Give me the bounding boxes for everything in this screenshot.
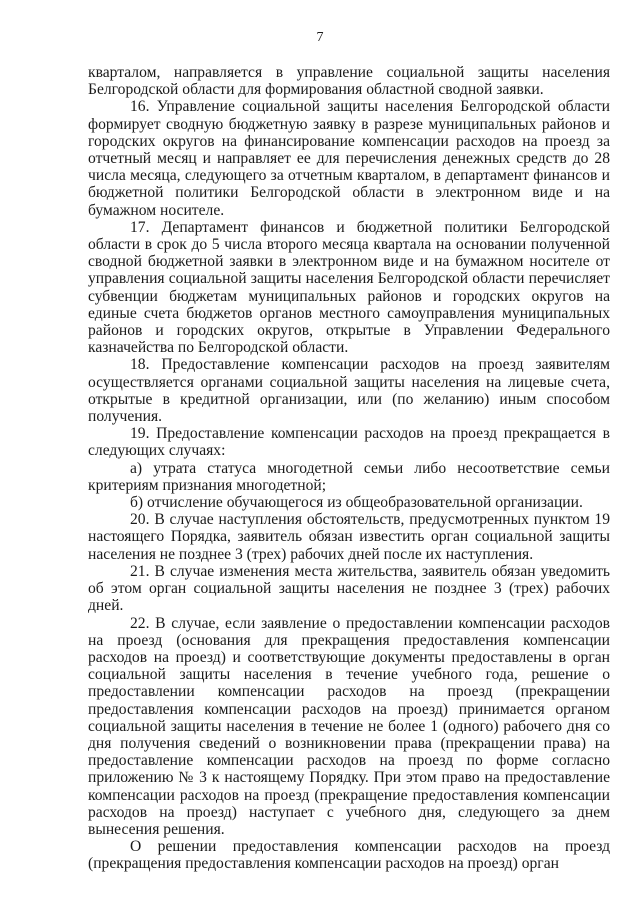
page-number: 7 — [316, 30, 324, 45]
paragraph-16: 16. Управление социальной защиты населения Белгородской области формирует сводную бюджетную заявку в разрезе муниципальных районов и городских округов на финансирование компенсации расходов на проезд за отчетный месяц и направляет ее для перечисления денежных средств до 28 числа месяца, следующего за отчетным кварталом, в департамент финансов и бюджетной политики Белгородской области в электронном виде и на бумажном носителе. — [88, 98, 610, 219]
paragraph-21: 21. В случае изменения места жительства, заявитель обязан уведомить об этом орган социальной защиты населения не позднее 3 (трех) рабочих дней. — [88, 562, 610, 615]
paragraph-continuation: кварталом, направляется в управление социальной защиты населения Белгородской области для формирования областной сводной заявки. — [88, 64, 610, 99]
paragraph-19: 19. Предоставление компенсации расходов на проезд прекращается в следующих случаях: — [88, 425, 610, 460]
document-body — [88, 64, 610, 873]
paragraph-17: 17. Департамент финансов и бюджетной политики Белгородской области в срок до 5 числа второго месяца квартала на основании полученной сводной бюджетной заявки в электронном виде и на бумажном носителе от управления социальной защиты населения Белгородской области перечисляет субвенции бюджетам муниципальных районов и городских округов на единые счета бюджетов органов местного самоуправления муниципальных районов и городских округов, открытые в Управлении Федерального казначейства по Белгородской области. — [88, 218, 610, 357]
paragraph-19-b: б) отчисление обучающегося из общеобразовательной организации. — [130, 494, 583, 512]
paragraph-22: 22. В случае, если заявление о предоставлении компенсации расходов на проезд (основания для прекращения предоставления компенсации расходов на проезд) и соответствующие документы предоставлены в орган социальной защиты населения в течение учебного года, решение о предоставлении компенсации расходов на проезд (прекращении предоставления компенсации расходов на проезд) принимается органом социальной защиты населения в течение не более 1 (одного) рабочего дня со дня получения сведений о возникновении права (прекращении права) на предоставление компенсации расходов на проезд по форме согласно приложению № 3 к настоящему Порядку. При этом право на предоставление компенсации расходов на проезд (прекращение предоставления компенсации расходов на проезд) наступает с учебного дня, следующего за днем вынесения решения. — [88, 614, 610, 838]
paragraph-18: 18. Предоставление компенсации расходов на проезд заявителям осуществляется органами социальной защиты населения на лицевые счета, открытые в кредитной организации, или (по желанию) иным способом получения. — [88, 356, 610, 426]
paragraph-19-a: а) утрата статуса многодетной семьи либо несоответствие семьи критериям признания многодетной; — [88, 459, 610, 494]
paragraph-decision: О решении предоставления компенсации расходов на проезд (прекращения предоставления компенсации расходов на проезд) орган — [88, 838, 610, 873]
paragraph-20: 20. В случае наступления обстоятельств, предусмотренных пунктом 19 настоящего Порядка, заявитель обязан известить орган социальной защиты населения не позднее 3 (трех) рабочих дней после их наступления. — [88, 511, 610, 563]
